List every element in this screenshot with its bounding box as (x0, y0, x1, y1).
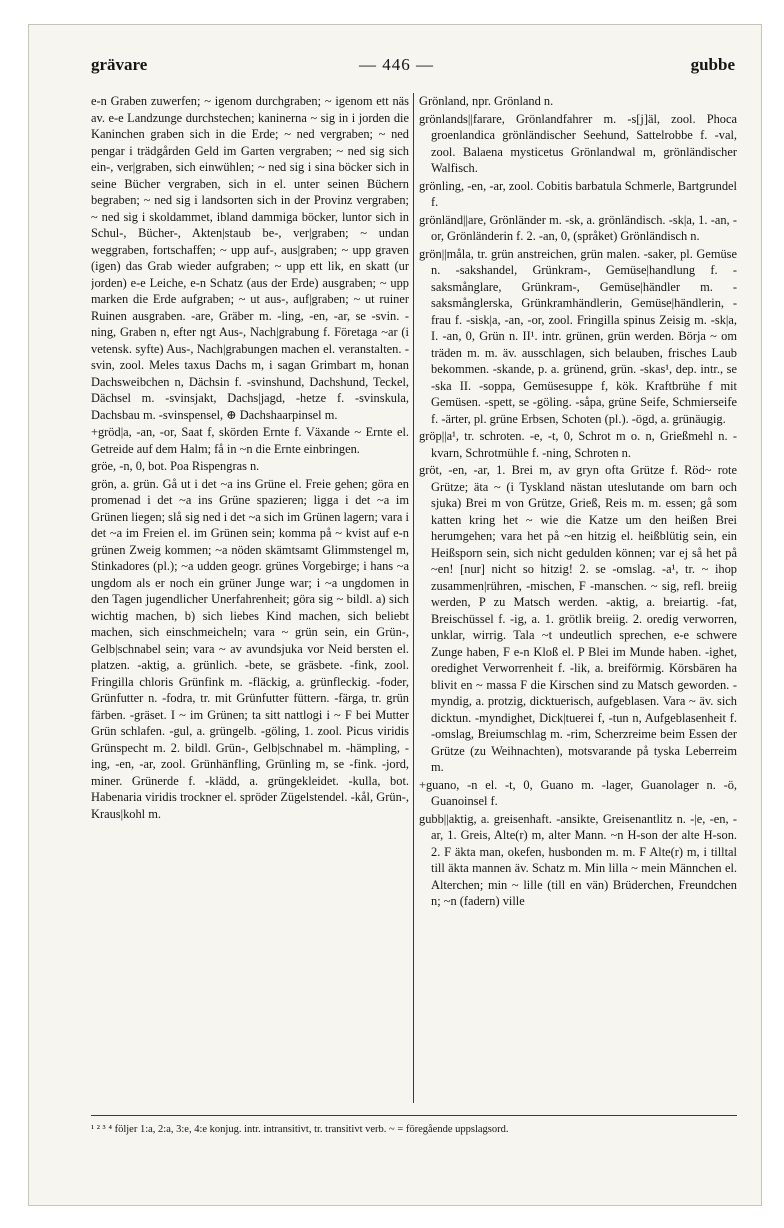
left-headword: grävare (91, 55, 148, 74)
page-number: — 446 — (359, 55, 434, 74)
entry-gronmala: grön||måla, tr. grün anstreichen, grün malen. -saker, pl. Gemüse n. -sakshandel, Grünkram-, Gemüse|handlung f. -saksmånglare, Grünkram-, Gemüse|händler m. -saksmånglerska, Grünkramhändlerin, Gemüse|händlerin, -frau f. -sisk|a, -an, -or, zool. Fringilla spinus Zeisig m. -sk|a, I. -an, 0, Grün n. II¹. intr. grünen, grün werden. Börja ~ om träden m. m. äv. ausschlagen, sich belauben, frisches Laub bekommen. -skande, p. a. grünend, grün. -skas¹, dep. intr., se -ska II. -soppa, Gemüsesuppe f, kök. Kraftbrühe f mit Gemüsen. -spett, se -göling. -såpa, grüne Seife, Schmierseife f. -ärter, pl. grüne Erbsen, Schoten (pl.). -ögd, a. grünäugig. (419, 246, 737, 426)
entry-gubbaktig: gubb||aktig, a. greisenhaft. -ansikte, Greisenantlitz n. -|e, -en, -ar, 1. Greis, Alte(r) m, alter Mann. ~n H-son der alte H-son. 2. F äkta man, okefen, husbonden m. m. F Alte(r) m, i tilltal till äkta mannen äv. Schatz m. Min lilla ~ mein Männchen el. Alterchen; min ~ lille (till en vän) Brüderchen, Freundchen n; ~n (fadern) ville (419, 811, 737, 908)
footer-legend: ¹ ² ³ ⁴ följer 1:a, 2:a, 3:e, 4:e konjug. intr. intransitivt, tr. transitivt verb. ~ = föregående uppslagsord. (91, 1124, 509, 1135)
column-divider (413, 93, 414, 1103)
entry-gron: grön, a. grün. Gå ut i det ~a ins Grüne el. Freie gehen; göra en promenad i det ~a ins Grüne spazieren; ligga i det ~a im Grünen liegen; slå sig ned i det ~a sich im Grünen lagern; vara i det ~a im Freien el. im Grünen sein; komma på ~ kvist auf e-n grünen Zweig kommen; ~a nöden skämtsamt Glimmstengel m, Stinkadores (pl.); ~a udden geogr. grünes Vorgebirge; i hans ~a ungdom als er noch ein grüner Junge war; i ~a ungdomen in den Tagen jugendlicher Unerfahrenheit; göra sig ~ bildl. a) sich wichtig machen, b) sich liebes Kind machen, sich beliebt machen, sich einschmeicheln; vara ~ grün sein, ein Grün-, Gelb|schnabel sein; vara ~ av avundsjuka vor Neid bersten el. platzen. -aktig, a. grünlich. -bete, se gräsbete. -fink, zool. Fringilla chloris Grünfink m. -fläckig, a. grünfleckig. -foder, Grünfutter n. -fodra, tr. mit Grünfutter füttern. -färga, tr. grün färben. -gräset. I ~ im Grünen; ta sitt nattlogi i ~ F bei Mutter Grün schlafen. -gul, a. grüngelb. -göling, 1. zool. Picus viridis Grünspecht m. 2. bildl. Grün-, Gelb|schnabel m. -hämpling, -ing, -en, -ar, zool. Grünhänfling, Grünling m, se -fink. -jord, miner. Grünerde f. -klädd, a. grüngekleidet. -kulla, bot. Habenaria viridis trockner el. spröder Zügelstendel. -kål, Grün-, Kraus|kohl m. (91, 476, 409, 821)
entry-gronland: Grönland, npr. Grönland n. (419, 94, 554, 108)
dictionary-page (28, 24, 762, 1206)
entry-gronlandsfarare: grönlands||farare, Grönlandfahrer m. -s[j]äl, zool. Phoca groenlandica grönländischer Seehund, Sattelrobbe f. -val, zool. Balaena mysticetus Grönlandwal m, grönländischer Walfisch. (419, 111, 737, 175)
entry-gronlandare: grönländ||are, Grönländer m. -sk, a. grönländisch. -sk|a, 1. -an, -or, Grönländerin f. 2. -an, 0, (språket) Grönländisch n. (419, 212, 737, 243)
entry-groda: +gröd|a, -an, -or, Saat f, skörden Ernte f. Växande ~ Ernte el. Getreide auf dem Halm; få in ~n die Ernte einbringen. (91, 425, 409, 456)
footer-rule (91, 1115, 737, 1116)
entry-gronling: grönling, -en, -ar, zool. Cobitis barbatula Schmerle, Bartgrundel f. (419, 178, 737, 209)
entry-grot: gröt, -en, -ar, 1. Brei m, av gryn ofta Grütze f. Röd~ rote Grütze; äta ~ (i Tyskland nästan uteslutande om barn och sjuka) Brei m von Grütze, Grieß, Reis m. m. essen; gå som katten kring het ~ wie die Katze um den heißen Brei herumgehen; vara het på ~en hitzig el. heißblütig sein, ein Heißsporn sein, sich nicht gedulden können; var ej så het på ~en! [nur] nicht so hitzig! 2. se -omslag. -a¹, tr. ~ ihop zusammen|rühren, -mischen, F -manschen. ~ sig, refl. breiig werden, P zu Matsch werden. -aktig, a. breiartig. -fat, Breischüssel f. -ig, a. 1. grötlik breiig. 2. oredig verworren, unklar, wirrig. Tala ~t undeutlich sprechen, e-e schwere Zunge haben, F e-n Kloß el. P Blei im Munde haben. -ighet, oredighet Verworrenheit f. -lik, a. breiförmig. Körsbären ha blivit en ~ massa F die Kirschen sind zu Matsch geworden. -myndig, a. protzig, dicktuerisch, aufgeblasen. Vara ~ äv. sich dicktun. -myndighet, Dick|tuerei f, -tun n, Aufgeblasenheit f. -omslag, Breiumschlag m. -rim, Scherzreime beim Essen der Grütze (zu Weihnachten), motsvarande på tyska Leberreim m. (419, 463, 737, 774)
right-column (419, 93, 737, 1103)
left-column (91, 93, 409, 1103)
entry-gravare-continued: e-n Graben zuwerfen; ~ igenom durchgraben; ~ igenom ett näs av. e-e Landzunge durchstechen; kaninerna ~ sig in i jorden die Kaninchen graben sich in die Erde; ~ ned vergraben; ~ ned pengar i trädgården Geld im Garten vergraben; ~ ned sig sich ein-, ver|graben, sich einwühlen; ~ ned sig i sina böcker sich in seine Bücher vergraben, sich in el. unter seinen Büchern begraben; ~ ned sig i landsorten sich in der Provinz vergraben; ~ ned sig i skoldammet, ibland dammiga böcker, luntor sich in Schul-, Bücher-, Akten|staub be-, ver|graben; ~ undan weggraben, fortschaffen; ~ upp auf-, aus|graben; ~ upp graven (igen) das Grab wieder aufgraben; ~ upp ett lik, en skatt (ur jorden) e-e Leiche, e-n Schatz (aus der Erde) ausgraben; ~ upp marken die Erde aufgraben; ~ ut aus-, auf|graben; ~ ut ruiner Ruinen ausgraben. -are, Gräber m. -ling, -en, -ar, se -svin. -ning, Graben n, efter ngt Aus-, Nach|grabung f. Företaga ~ar (i vetensk. syfte) Aus-, Nach|grabungen machen el. veranstalten. -svin, zool. Meles taxus Dachs m, i sagan Grimbart m, honan Dachsweibchen n, Dächsin f. -svinshund, Dachshund, Teckel, Dächsel m. -svinsjakt, Dachs|jagd, -hetze f. -svinskula, Dachsbau m. -svinspensel, ⊕ Dachshaarpinsel m. (91, 94, 409, 422)
entry-groe: gröe, -n, 0, bot. Poa Rispengras n. (91, 459, 260, 473)
right-headword: gubbe (690, 55, 735, 74)
entry-guano: +guano, -n el. -t, 0, Guano m. -lager, Guanolager n. -ö, Guanoinsel f. (419, 777, 737, 808)
page-header (29, 55, 761, 85)
entry-gropa: gröp||a¹, tr. schroten. -e, -t, 0, Schrot m o. n, Grießmehl n. -kvarn, Schrotmühle f. -ning, Schroten n. (419, 429, 737, 460)
